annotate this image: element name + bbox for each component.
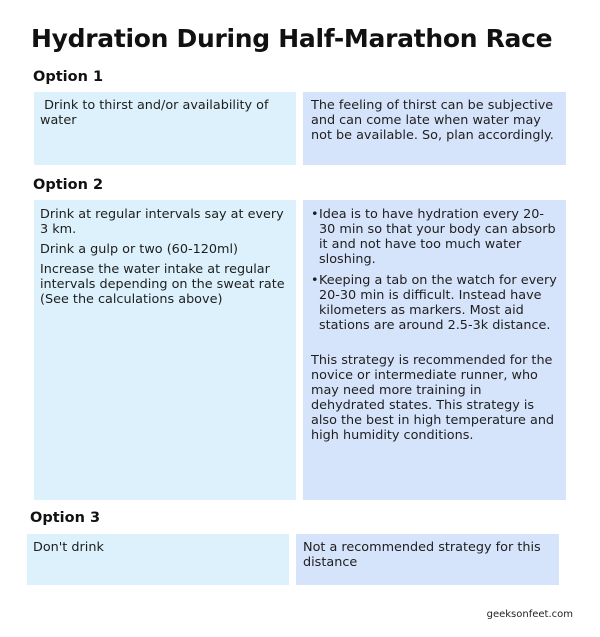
option-3-note-box xyxy=(296,534,559,585)
option-1-note-box xyxy=(303,92,566,165)
option-2-bullet-text: Keeping a tab on the watch for every 20-30 min is difficult. Instead have kilometers as markers. Most aid stations are around 2.5-3k distance. xyxy=(319,273,557,333)
bullet-icon: • xyxy=(311,273,319,288)
option-2-bullet-item xyxy=(311,207,558,267)
option-1-heading: Option 1 xyxy=(33,69,104,85)
option-2-bullet-list xyxy=(311,207,558,333)
option-2-bullet-text: Idea is to have hydration every 20-30 min so that your body can absorb it and not have too much water sloshing. xyxy=(319,207,556,267)
option-2-bullet-item xyxy=(311,273,558,333)
option-3-note-text: Not a recommended strategy for this distance xyxy=(303,540,541,570)
footer-website: geeksonfeet.com xyxy=(486,609,573,620)
option-2-action-line: Increase the water intake at regular intervals depending on the sweat rate (See the calculations above) xyxy=(40,262,285,307)
option-3-action-text: Don't drink xyxy=(33,540,104,555)
option-2-note-box xyxy=(303,200,566,500)
option-1-action-text: Drink to thirst and/or availability of water xyxy=(40,98,273,128)
option-1-action-box xyxy=(34,92,296,165)
bullet-icon: • xyxy=(311,207,319,222)
option-3-heading: Option 3 xyxy=(30,510,101,526)
page-title: Hydration During Half-Marathon Race xyxy=(31,24,553,53)
option-2-heading: Option 2 xyxy=(33,177,104,193)
option-1-note-text: The feeling of thirst can be subjective and can come late when water may not be available. So, plan accordingly. xyxy=(311,98,554,143)
option-2-action-line: Drink at regular intervals say at every 3 km. xyxy=(40,207,284,237)
option-3-action-box xyxy=(27,534,289,585)
option-2-action-box xyxy=(34,200,296,500)
option-2-recommendation-text: This strategy is recommended for the novice or intermediate runner, who may need more training in dehydrated states. This strategy is also the best in high temperature and high humidity conditions. xyxy=(311,353,555,443)
option-2-action-line: Drink a gulp or two (60-120ml) xyxy=(40,242,239,257)
